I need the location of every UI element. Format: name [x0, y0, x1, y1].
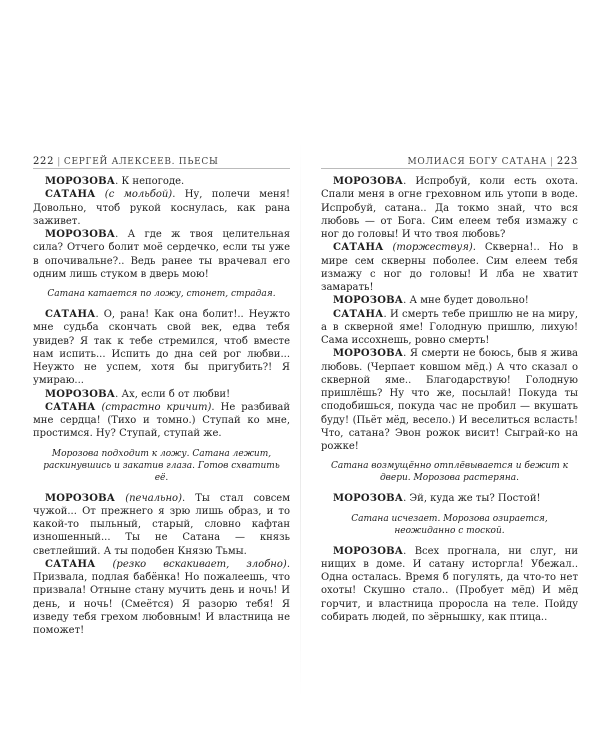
stage-direction: Морозова подходит к ложу. Сатана лежит, раскинувшись и закатив глаза. Готов схватить её.	[43, 448, 280, 483]
line-text: Эй, куда же ты? Постой!	[409, 493, 541, 505]
dialogue-line: САТАНА. О, рана! Как она болит!.. Неужто мне судьба скончать свой век, едва тебя увидев? Я так к тебе стремился, чтоб вместе нам испить... Испить до дна сей рог любви... Неужто не успем, хотя бы пригубить?! Я умираю...	[33, 309, 290, 387]
running-head-left: 222 | СЕРГЕЙ АЛЕКСЕЕВ. ПЬЕСЫ	[33, 155, 290, 169]
stage-direction-inline: (резко вскакивает, злобно)	[112, 558, 287, 570]
stage-direction-inline: (печально)	[125, 492, 182, 504]
dialogue-line: МОРОЗОВА. Я смерти не боюсь, быв я жива любовь. (Черпает ковшом мёд.) А что сказал о скверной яме.. Благодарствую! Голодную пришлёшь? Ну что же, посылай! Покуда ты сподобишься, покуда час не пробил — вкушать буду! (Пьёт мёд, весело.) И веселиться всласть! Что, сатана? Эвон рожок висит! Сыграй-ко на рожке!	[321, 348, 578, 452]
gutter-shadow	[300, 140, 301, 700]
running-head-right: МОЛИАСЯ БОГУ САТАНА | 223	[321, 155, 578, 169]
speaker: САТАНА	[45, 189, 96, 201]
line-text: Я смерти не боюсь, быв я жива любовь. (Черпает ковшом мёд.) А что сказал о скверной яме.. Благодарствую! Голодную пришлёшь? Ну что же, посылай! Покуда ты сподобишься, покуда час не пробил — вкушать буду! (Пьёт мёд, весело.) И веселиться всласть! Что, сатана? Эвон рожок висит! Сыграй-ко на рожке!	[321, 348, 578, 452]
speaker: МОРОЗОВА	[333, 493, 404, 505]
dialogue-line: САТАНА (резко вскакивает, злобно). Призвала, подлая бабёнка! Но пожалеешь, что призвала! Отныне стану мучить день и ночь! И день, и ночь! (Смеётся) Я разорю тебя! Я изведу тебя грехом любовным! И властница не поможет!	[33, 558, 290, 636]
dialogue-line: САТАНА (торжествуя). Скверна!.. Но в мире сем скверны поболее. Сим елеем тебя измажу с ног до головы! И лба не хватит замарать!	[321, 242, 578, 293]
dialogue-line: МОРОЗОВА. Испробуй, коли есть охота. Спали меня в огне греховном иль утопи в воде. Испробуй, сатана.. Да токмо знай, что вся любовь — от Бога. Сим елеем тебя измажу с ног до головы! И что твоя любовь?	[321, 176, 578, 240]
speaker: МОРОЗОВА	[45, 492, 116, 504]
stage-direction-inline: (торжествуя)	[392, 242, 473, 254]
line-text: Призвала, подлая бабёнка! Но пожалеешь, что призвала! Отныне стану мучить день и ночь! И день, и ночь! (Смеётся) Я разорю тебя! Я изведу тебя грехом любовным! И властница не поможет!	[33, 572, 290, 636]
left-page	[33, 155, 290, 637]
stage-direction-inline: (страстно кричит)	[101, 401, 212, 413]
speaker: МОРОЗОВА	[45, 388, 116, 400]
dialogue-line: МОРОЗОВА (печально). Ты стал совсем чужой... От прежнего я зрю лишь образ, и то какой-то пыльный, старый, словно кафтан изношенный... Ты не Сатана — князь светлейший. А ты подобен Князю Тьмы.	[33, 492, 290, 557]
dialogue-line: МОРОЗОВА. К непогоде.	[45, 176, 185, 187]
speaker: САТАНА	[45, 401, 96, 413]
dialogue-line: МОРОЗОВА. Эй, куда же ты? Постой!	[333, 493, 541, 505]
running-head-title: МОЛИАСЯ БОГУ САТАНА	[407, 157, 548, 167]
dialogue-line: САТАНА. И смерть тебе пришлю не на миру, а в скверной яме! Голодную пришлю, лихую! Сама иссохнешь, ровно смерть!	[321, 308, 578, 346]
speaker: МОРОЗОВА	[45, 176, 116, 187]
speaker: МОРОЗОВА	[333, 545, 404, 557]
line-text: К непогоде.	[121, 176, 185, 187]
speaker: МОРОЗОВА	[333, 295, 404, 307]
speaker: МОРОЗОВА	[45, 229, 116, 240]
dialogue-line: МОРОЗОВА. Всех прогнала, ни слуг, ни нищих в доме. И сатану исторгла! Убежал.. Одна осталась. Время б погулять, да что-то нет охоты! Скушно стало.. (Пробует мёд) И мёд горчит, и властница проросла на теле. Пойду собирать людей, по зёрнышку, как птица..	[321, 545, 578, 623]
dialogue-line: МОРОЗОВА. А где ж твоя целительная сила? Отчего болит моё сердечко, если ты уже в опочивальне?.. Ведь ранее ты врачевал его одним лишь стуком в дверь мою!	[33, 229, 291, 280]
page-number: 223	[556, 156, 578, 167]
dialogue-line: МОРОЗОВА. Ах, если б от любви!	[45, 388, 231, 400]
stage-direction-inline: (с мольбой)	[104, 189, 173, 201]
line-text: Не разбивай мне сердца! (Тихо и томно.) Ступай ко мне, простимся. Ну? Ступай, ступай же.	[33, 401, 290, 440]
right-page	[321, 155, 578, 624]
line-text: Испробуй, коли есть охота. Спали меня в огне греховном иль утопи в воде. Испробуй, сатана.. Да токмо знай, что вся любовь — от Бога. Сим елеем тебя измажу с ног до головы! И что твоя любовь?	[321, 176, 578, 240]
speaker: САТАНА	[45, 309, 96, 320]
stage-direction: Сатана возмущённо отплёвывается и бежит к двери. Морозова растеряна.	[331, 461, 568, 484]
speaker: САТАНА	[333, 308, 384, 320]
line-text: И смерть тебе пришлю не на миру, а в скверной яме! Голодную пришлю, лихую! Сама иссохнешь, ровно смерть!	[321, 308, 578, 346]
dialogue-line: САТАНА (страстно кричит). Не разбивай мне сердца! (Тихо и томно.) Ступай ко мне, простимся. Ну? Ступай, ступай же.	[33, 401, 290, 440]
dialogue-line: МОРОЗОВА. А мне будет довольно!	[333, 295, 529, 307]
line-text: Ты стал совсем чужой... От прежнего я зрю лишь образ, и то какой-то пыльный, старый, словно кафтан изношенный... Ты не Сатана — князь светлейший. А ты подобен Князю Тьмы.	[33, 492, 290, 557]
stage-direction: Сатана исчезает. Морозова озирается, неожиданно с тоской.	[351, 513, 548, 536]
line-text: А мне будет довольно!	[409, 295, 529, 307]
speaker: САТАНА	[333, 242, 384, 254]
line-text: Ну, полечи меня! Довольно, чтоб рукой коснулась, как рана заживет.	[33, 189, 290, 227]
line-text: Скверна!.. Но в мире сем скверны поболее. Сим елеем тебя измажу с ног до головы! И лба не хватит замарать!	[321, 242, 578, 293]
stage-direction: Сатана катается по ложу, стонет, страдая.	[47, 289, 276, 299]
speaker: САТАНА	[45, 558, 96, 570]
speaker: МОРОЗОВА	[333, 348, 404, 360]
speaker: МОРОЗОВА	[333, 176, 404, 187]
line-text: О, рана! Как она болит!.. Неужто мне судьба скончать свой век, едва тебя увидев? Я так к тебе стремился, чтоб вместе нам испить... Испить до дна сей рог любви... Неужто не успем, хотя бы пригубить?! Я умираю...	[33, 309, 290, 387]
page-number: 222	[33, 156, 55, 167]
line-text: Ах, если б от любви!	[121, 388, 231, 400]
running-head-title: СЕРГЕЙ АЛЕКСЕЕВ. ПЬЕСЫ	[63, 157, 219, 167]
dialogue-line: САТАНА (с мольбой). Ну, полечи меня! Довольно, чтоб рукой коснулась, как рана заживет.	[33, 189, 290, 227]
line-text: Всех прогнала, ни слуг, ни нищих в доме. И сатану исторгла! Убежал.. Одна осталась. Время б погулять, да что-то нет охоты! Скушно стало.. (Пробует мёд) И мёд горчит, и властница проросла на теле. Пойду собирать людей, по зёрнышку, как птица..	[321, 545, 578, 623]
line-text: А где ж твоя целительная сила? Отчего болит моё сердечко, если ты уже в опочивальне?.. Ведь ранее ты врачевал его одним лишь стуком в дверь мою!	[33, 229, 291, 280]
